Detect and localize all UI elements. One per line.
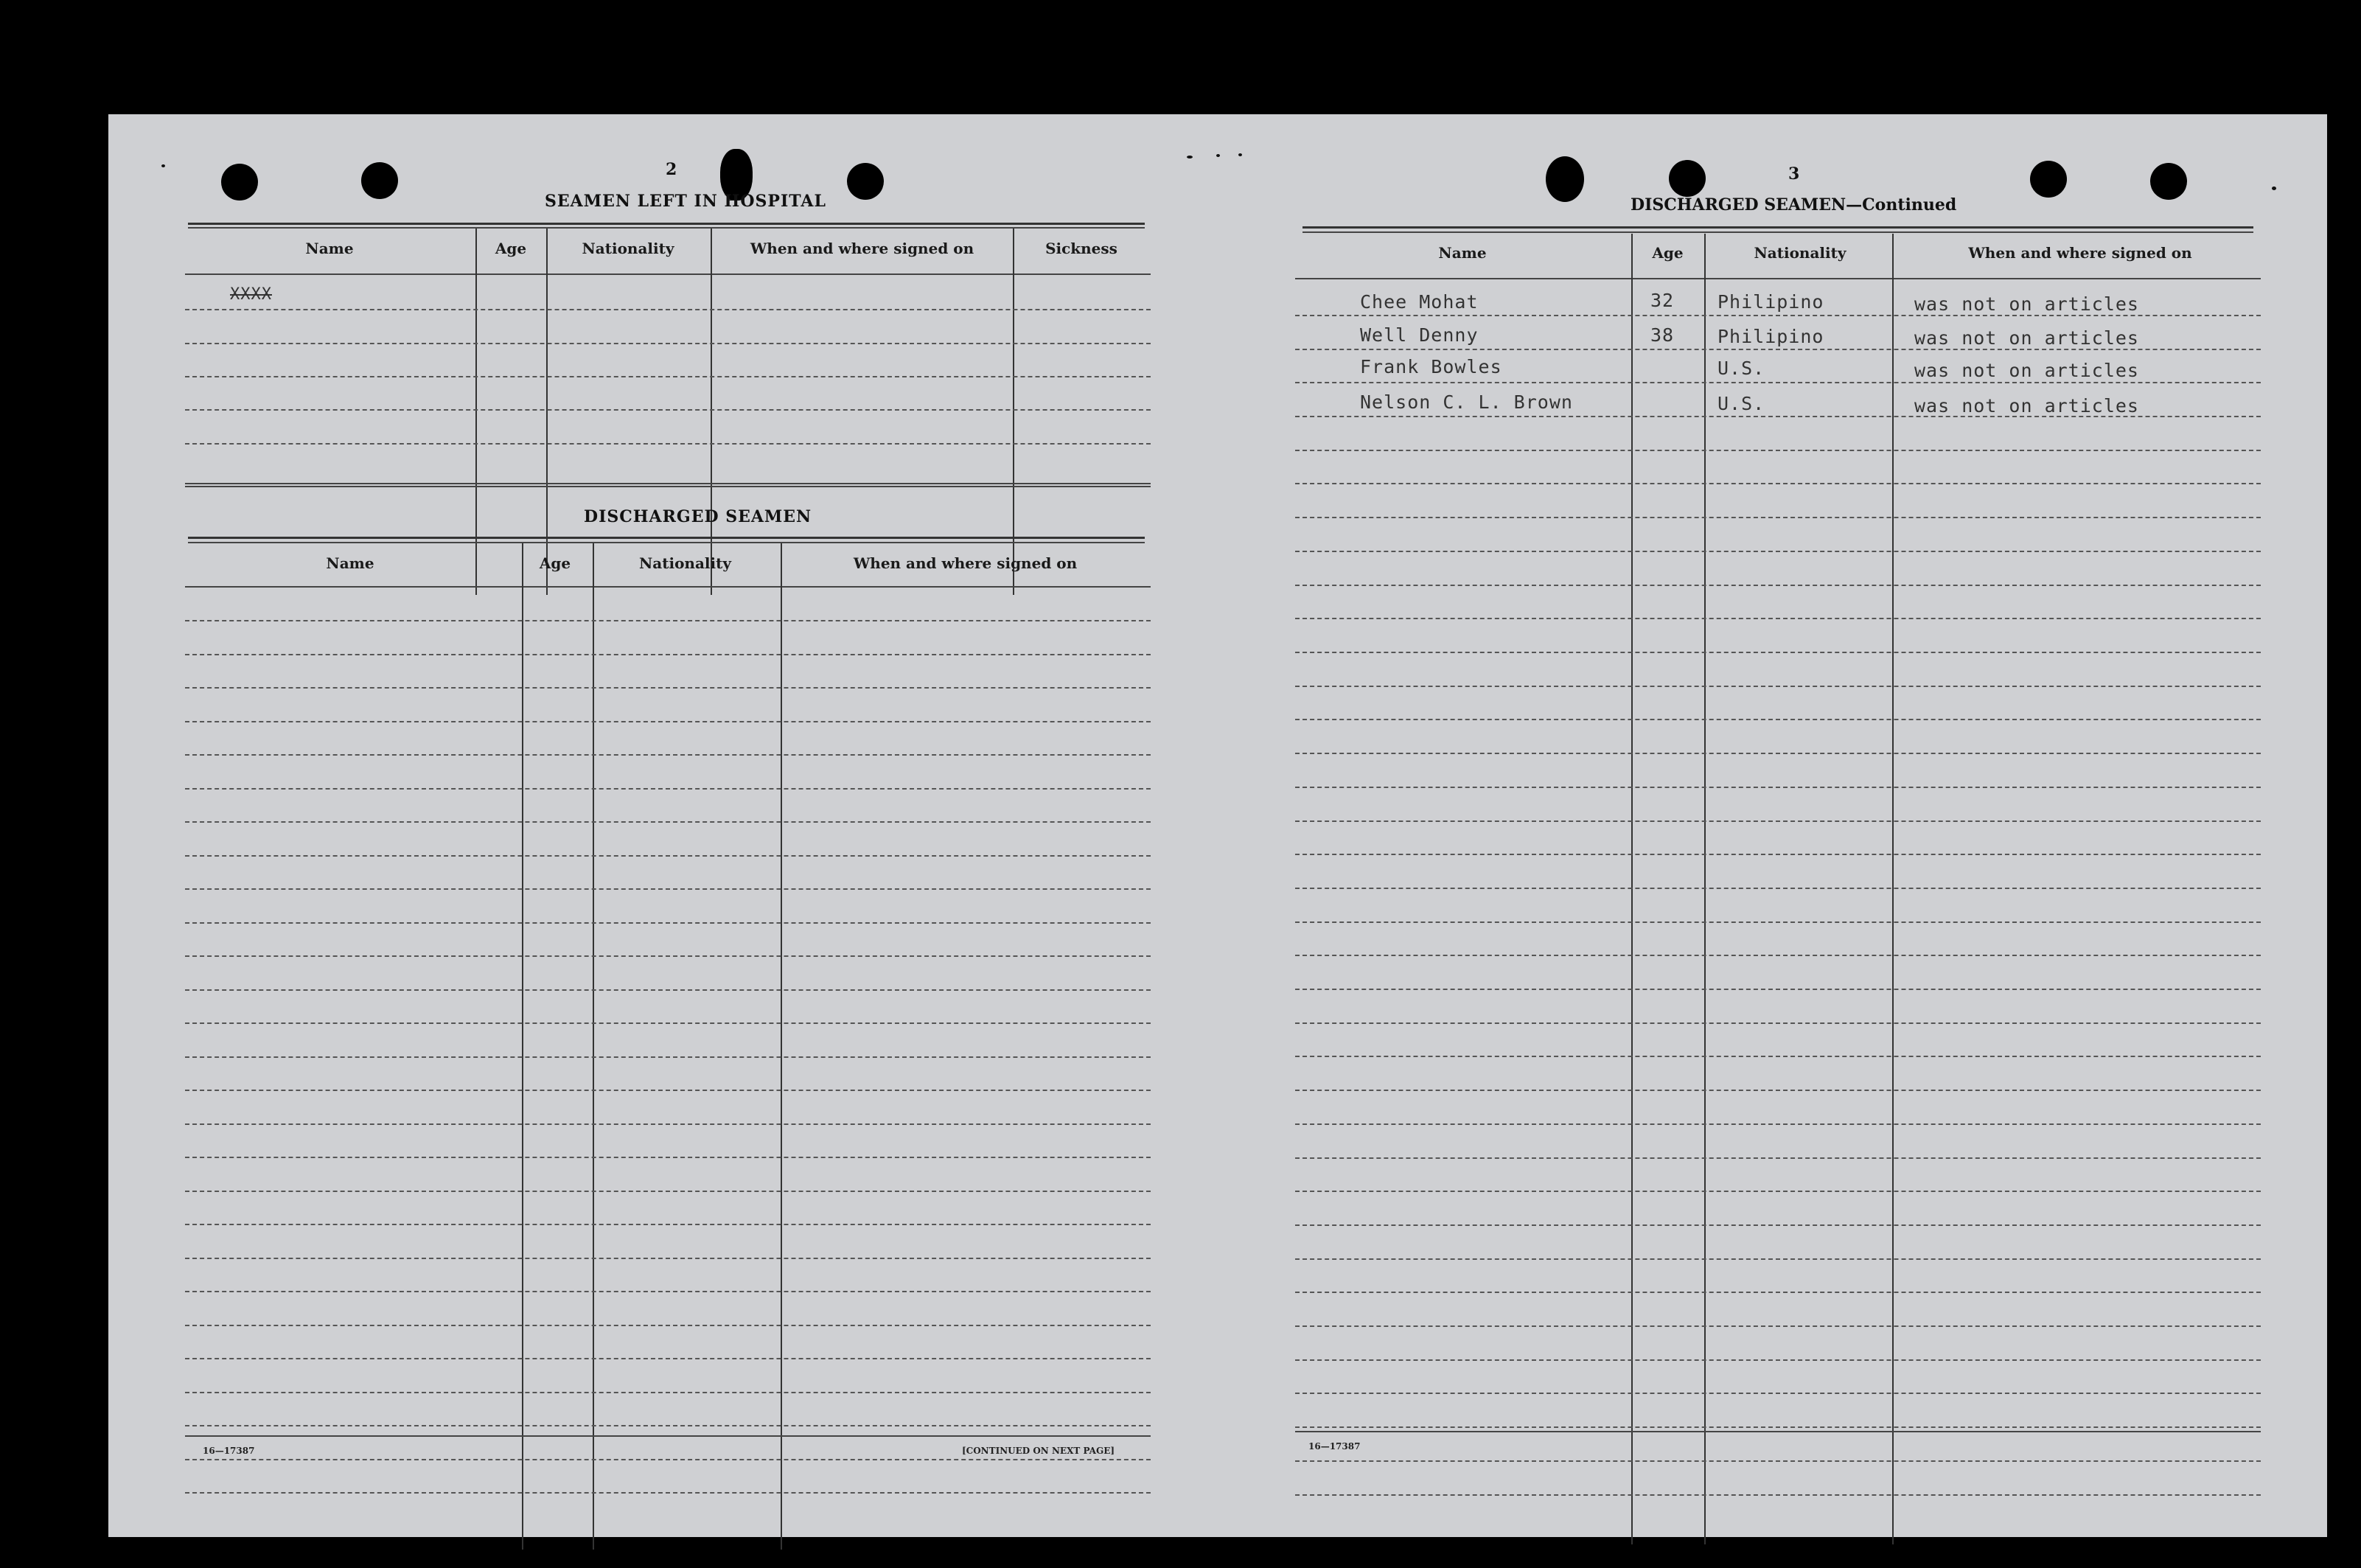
table-row-line bbox=[185, 922, 1151, 924]
table-row-line bbox=[1295, 618, 2261, 619]
seaman-signed-on: was not on articles bbox=[1914, 395, 2139, 417]
speck bbox=[1187, 156, 1193, 158]
header-bottom-rule bbox=[1295, 278, 2261, 279]
table-row-line bbox=[185, 1123, 1151, 1125]
speck bbox=[1216, 154, 1220, 157]
table-row-line bbox=[185, 1056, 1151, 1058]
table-row-line bbox=[185, 376, 1151, 377]
seaman-age: 32 bbox=[1650, 290, 1675, 311]
hospital-header-name: Name bbox=[305, 240, 354, 257]
seaman-name: Well Denny bbox=[1360, 324, 1479, 346]
speck bbox=[161, 164, 165, 167]
table-bottom-rule bbox=[185, 1435, 1151, 1437]
table-row-line bbox=[1295, 1022, 2261, 1024]
table-row-line bbox=[185, 1090, 1151, 1091]
table-row-line bbox=[1295, 921, 2261, 923]
table-row-line bbox=[185, 989, 1151, 991]
hospital-header-nationality: Nationality bbox=[582, 240, 674, 257]
column-divider bbox=[1892, 234, 1894, 1544]
discharged-section-title: DISCHARGED SEAMEN bbox=[584, 507, 812, 526]
seaman-signed-on: was not on articles bbox=[1914, 360, 2139, 381]
seaman-name: Nelson C. L. Brown bbox=[1360, 391, 1573, 413]
table-row-line bbox=[185, 754, 1151, 756]
table-row-line bbox=[185, 343, 1151, 344]
table-row-line bbox=[1295, 585, 2261, 586]
table-row-line bbox=[1295, 1292, 2261, 1293]
column-divider bbox=[593, 543, 594, 1550]
table-top-rule bbox=[1302, 231, 2253, 233]
table-row-line bbox=[185, 309, 1151, 310]
table-row-line bbox=[1295, 1056, 2261, 1057]
table-row-line bbox=[1295, 989, 2261, 990]
header-bottom-rule bbox=[185, 273, 1151, 275]
column-divider bbox=[522, 543, 523, 1550]
right-header-name: Name bbox=[1438, 244, 1487, 262]
column-divider bbox=[1631, 234, 1633, 1544]
table-row-line bbox=[185, 1157, 1151, 1158]
table-row-line bbox=[1295, 888, 2261, 889]
right-header-signed-on: When and where signed on bbox=[1968, 244, 2192, 262]
table-row-line bbox=[1295, 349, 2261, 350]
seaman-signed-on: was not on articles bbox=[1914, 327, 2139, 349]
speck bbox=[1238, 153, 1242, 156]
table-row-line bbox=[185, 1191, 1151, 1192]
hospital-header-age: Age bbox=[495, 240, 527, 257]
punch-hole bbox=[1669, 160, 1706, 197]
table-bottom-rule bbox=[185, 486, 1151, 487]
hospital-section-title: SEAMEN LEFT IN HOSPITAL bbox=[545, 192, 826, 211]
table-row-line bbox=[1295, 753, 2261, 754]
column-divider bbox=[1013, 229, 1014, 595]
table-row-line bbox=[185, 1291, 1151, 1292]
table-row-line bbox=[185, 443, 1151, 445]
table-row-line bbox=[1295, 1359, 2261, 1361]
table-row-line bbox=[185, 654, 1151, 655]
table-row-line bbox=[185, 721, 1151, 722]
table-row-line bbox=[1295, 315, 2261, 316]
hospital-header-sickness: Sickness bbox=[1045, 240, 1117, 257]
seaman-signed-on: was not on articles bbox=[1914, 293, 2139, 315]
table-row-line bbox=[1295, 551, 2261, 552]
discharged-header-name: Name bbox=[326, 554, 374, 572]
column-divider bbox=[1704, 234, 1706, 1544]
column-divider bbox=[781, 543, 782, 1550]
seaman-nationality: U.S. bbox=[1717, 358, 1765, 379]
punch-hole bbox=[221, 164, 258, 201]
hospital-row-name: XXXX bbox=[230, 285, 272, 304]
table-row-line bbox=[1295, 686, 2261, 687]
table-row-line bbox=[1295, 1325, 2261, 1327]
table-row-line bbox=[185, 888, 1151, 890]
table-row-line bbox=[1295, 1426, 2261, 1428]
seaman-nationality: Philipino bbox=[1717, 326, 1824, 347]
table-row-line bbox=[185, 821, 1151, 823]
table-row-line bbox=[1295, 1090, 2261, 1091]
column-divider bbox=[711, 229, 712, 595]
punch-hole bbox=[2030, 161, 2067, 198]
table-row-line bbox=[1295, 382, 2261, 383]
table-row-line bbox=[185, 1392, 1151, 1393]
punch-hole bbox=[361, 162, 398, 199]
table-row-line bbox=[1295, 1258, 2261, 1260]
column-divider bbox=[475, 229, 477, 595]
table-row-line bbox=[185, 687, 1151, 689]
form-code-right: 16—17387 bbox=[1308, 1441, 1361, 1452]
punch-hole bbox=[2150, 163, 2187, 200]
table-row-line bbox=[185, 1258, 1151, 1259]
speck bbox=[2272, 187, 2276, 190]
table-top-rule bbox=[188, 537, 1145, 539]
table-row-line bbox=[185, 788, 1151, 790]
table-row-line bbox=[185, 1325, 1151, 1326]
table-row-line bbox=[1295, 1123, 2261, 1125]
discharged-continued-title: DISCHARGED SEAMEN—Continued bbox=[1631, 195, 1957, 215]
table-row-line bbox=[1295, 1224, 2261, 1226]
table-row-line bbox=[1295, 1460, 2261, 1462]
column-divider bbox=[546, 229, 548, 595]
header-bottom-rule bbox=[185, 586, 1151, 588]
right-header-age: Age bbox=[1652, 244, 1684, 262]
discharged-header-signed-on: When and where signed on bbox=[853, 554, 1078, 572]
table-row-line bbox=[1295, 517, 2261, 518]
table-top-rule bbox=[188, 227, 1145, 229]
seaman-name: Chee Mohat bbox=[1360, 291, 1479, 313]
table-row-line bbox=[185, 1459, 1151, 1460]
seaman-age: 38 bbox=[1650, 324, 1675, 346]
page-number-left: 2 bbox=[666, 160, 677, 179]
seaman-name: Frank Bowles bbox=[1360, 356, 1502, 377]
right-header-nationality: Nationality bbox=[1754, 244, 1846, 262]
table-row-line bbox=[1295, 1191, 2261, 1192]
table-row-line bbox=[1295, 719, 2261, 720]
table-bottom-rule bbox=[185, 483, 1151, 484]
discharged-header-age: Age bbox=[539, 554, 571, 572]
table-row-line bbox=[1295, 652, 2261, 653]
document-scan bbox=[108, 114, 2327, 1537]
table-top-rule bbox=[188, 223, 1145, 225]
table-row-line bbox=[1295, 1157, 2261, 1159]
punch-hole bbox=[1546, 156, 1584, 202]
table-row-line bbox=[185, 1022, 1151, 1024]
table-row-line bbox=[1295, 483, 2261, 484]
table-row-line bbox=[185, 409, 1151, 411]
table-bottom-rule bbox=[1295, 1431, 2261, 1432]
seaman-nationality: U.S. bbox=[1717, 393, 1765, 414]
table-row-line bbox=[185, 1224, 1151, 1225]
table-row-line bbox=[1295, 1393, 2261, 1394]
table-row-line bbox=[1295, 854, 2261, 855]
table-row-line bbox=[185, 1492, 1151, 1494]
form-code-left: 16—17387 bbox=[203, 1446, 255, 1456]
table-row-line bbox=[1295, 820, 2261, 822]
continued-note: [CONTINUED ON NEXT PAGE] bbox=[962, 1446, 1115, 1456]
hospital-header-signed-on: When and where signed on bbox=[750, 240, 974, 257]
table-row-line bbox=[1295, 450, 2261, 451]
seaman-nationality: Philipino bbox=[1717, 291, 1824, 313]
table-row-line bbox=[185, 1358, 1151, 1359]
table-row-line bbox=[185, 620, 1151, 621]
table-top-rule bbox=[1302, 226, 2253, 229]
discharged-header-nationality: Nationality bbox=[639, 554, 731, 572]
punch-hole bbox=[847, 163, 884, 200]
table-row-line bbox=[185, 955, 1151, 957]
table-row-line bbox=[1295, 1494, 2261, 1496]
table-row-line bbox=[1295, 955, 2261, 956]
table-row-line bbox=[1295, 787, 2261, 788]
table-row-line bbox=[185, 1425, 1151, 1426]
page-number-right: 3 bbox=[1788, 164, 1800, 184]
table-row-line bbox=[185, 855, 1151, 857]
table-top-rule bbox=[188, 542, 1145, 543]
